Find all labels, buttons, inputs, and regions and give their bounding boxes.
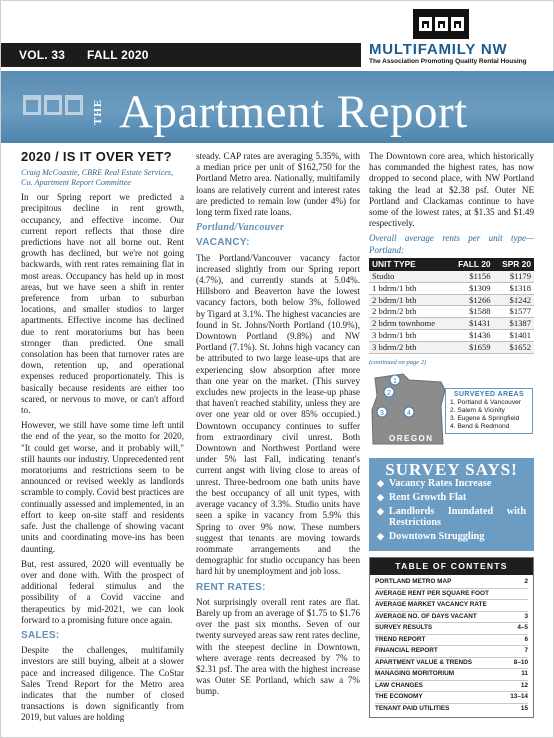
unit-type-cell: 3 bdrm/1 bth: [369, 330, 449, 342]
map-marker-label: 1: [393, 377, 397, 385]
rent-heading: RENT RATES:: [196, 581, 266, 593]
table-header: UNIT TYPE: [369, 258, 449, 271]
rent-cell: $1436: [449, 330, 494, 342]
brand-name: MULTIFAMILY NW: [369, 41, 508, 58]
unit-type-cell: 2 bdrm/1 bth: [369, 294, 449, 306]
rent-table: [369, 258, 534, 354]
survey-title: SURVEY SAYS!: [385, 459, 518, 479]
toc-item[interactable]: [375, 612, 528, 624]
toc-item-label: SURVEY RESULTS: [375, 624, 433, 632]
toc-item-page: 6: [524, 635, 528, 643]
article-title: 2020 / IS IT OVER YET?: [21, 149, 172, 164]
map-marker-label: 4: [407, 409, 411, 417]
rent-cell: $1266: [449, 294, 494, 306]
toc-item-page: 15: [520, 704, 528, 712]
toc-item[interactable]: [375, 669, 528, 681]
bullet-icon: ◆: [377, 492, 384, 503]
toc-item-label: THE ECONOMY: [375, 693, 423, 701]
survey-item: ◆ Vacancy Rates Increase: [377, 478, 492, 490]
paragraph: steady. CAP rates are averaging 5.35%, with a median price per unit of $162,750 for the Portland Metro area. Nationally, multifamily loans are relatively current and interest rates are predicted to remain low (under 4%) for long term fixed rate loans.: [196, 151, 360, 218]
toc-item[interactable]: [375, 635, 528, 647]
rent-cell: $1179: [494, 271, 534, 282]
rent-table-body: [369, 271, 534, 353]
table-row: [369, 341, 534, 353]
toc-item-label: MANAGING MORITORIUM: [375, 670, 455, 678]
unit-type-cell: Studio: [369, 271, 449, 282]
toc-item[interactable]: [375, 646, 528, 658]
map-state-label: OREGON: [389, 433, 434, 443]
toc-list: [370, 575, 533, 717]
rent-cell: $1309: [449, 282, 494, 294]
volume-label: VOL. 33: [19, 48, 66, 62]
buildings-icon: [23, 95, 83, 115]
unit-type-cell: 2 bdrm/2 bth: [369, 306, 449, 318]
toc-item-page: 8–10: [513, 658, 528, 666]
table-row: [369, 306, 534, 318]
table-of-contents: [369, 557, 534, 718]
rent-cell: $1401: [494, 330, 534, 342]
toc-item[interactable]: [375, 600, 528, 612]
continued-note: (continued on page 2): [369, 358, 427, 366]
region-heading: Portland/Vancouver: [196, 222, 285, 234]
article-byline: Craig McCoastie, CBRE Real Estate Services, Co. Apartment Report Committee: [21, 168, 174, 188]
map-marker-label: 2: [387, 389, 391, 397]
column-2: [196, 151, 360, 702]
table-header: FALL 20: [449, 258, 494, 271]
rent-cell: $1577: [494, 306, 534, 318]
column-1: [21, 151, 184, 728]
toc-item-label: AVERAGE MARKET VACANCY RATE: [375, 601, 487, 609]
toc-item-page: 7: [524, 647, 528, 655]
table-header: SPR 20: [494, 258, 534, 271]
toc-item-page: 12: [520, 681, 528, 689]
bullet-icon: ◆: [377, 506, 384, 517]
legend-item: 2. Salem & Vicinity: [450, 406, 505, 414]
survey-item: ◆ Downtown Struggling: [377, 531, 485, 543]
legend-item: 3. Eugene & Springfield: [450, 414, 520, 422]
survey-item: ◆ Landlords Inundated with Restrictions: [377, 506, 526, 529]
table-row: [369, 330, 534, 342]
map-marker-label: 3: [380, 409, 384, 417]
unit-type-cell: 2 bdrm townhome: [369, 318, 449, 330]
toc-item-label: LAW CHANGES: [375, 681, 423, 689]
legend-title: SURVEYED AREAS: [453, 390, 525, 398]
map-legend: [445, 388, 533, 434]
unit-type-cell: 1 bdrm/1 bth: [369, 282, 449, 294]
rent-cell: $1431: [449, 318, 494, 330]
toc-item[interactable]: [375, 589, 528, 601]
toc-item-page: 3: [524, 612, 528, 620]
toc-title: TABLE OF CONTENTS: [370, 558, 533, 575]
multifamily-logo-icon: [413, 9, 469, 39]
table-row: [369, 294, 534, 306]
paragraph: In our Spring report we predicted a precipitous decline in rent growth, occupancy, and effective income. Our current report reflects that those dire predictions have not all borne out. Rent growth has declined, but we're not going backwards, with rent rates remaining flat in most areas. Occupancy has held up in most areas, but we have seen a shift in renter preference from urban to suburban locations, and smaller studios to larger apartments. Effective income has declined due to rent moratoriums but has been stronger than predicted. One small consolation has been that turnover rates are down, retention up, and operational expenses reduced proportionately. This is basically because residents are either too scared, or nervous to move, or can't afford to.: [21, 192, 184, 416]
season-label: FALL 2020: [87, 48, 149, 62]
toc-item-label: TENANT PAID UTILITIES: [375, 704, 450, 712]
oregon-map: [369, 370, 534, 452]
rent-table-caption: Overall average rents per unit type—Portland:: [369, 233, 534, 255]
toc-item[interactable]: [375, 623, 528, 635]
bullet-icon: ◆: [377, 478, 384, 489]
toc-item[interactable]: [375, 681, 528, 693]
toc-item-page: 4–5: [517, 624, 528, 632]
toc-item-page: 11: [521, 670, 528, 678]
brand-tagline: The Association Promoting Quality Rental Housing: [369, 58, 527, 65]
legend-item: 4. Bend & Redmond: [450, 422, 510, 430]
survey-item: ◆ Rent Growth Flat: [377, 492, 467, 504]
toc-item-label: AVERAGE RENT PER SQUARE FOOT: [375, 589, 489, 597]
toc-item[interactable]: [375, 577, 528, 589]
paragraph: The Portland/Vancouver vacancy factor increased slightly from our Spring report (4.7%), and currently stands at 5.04%. Hillsboro and Beaverton have the lowest vacancy factors, both below 3%, followed by Tigard at 3.1%. The highest vacancies are found in St. Johns/North Portland (10.9%), Downtown Portland (9.8%) and NW Portland (7.1%). St. Johns high vacancy can be attributed to two large lease-ups that are experiencing slow absorption after more than one year on the market. (This survey excludes new projects in the lease-up phase that haven't reached stability, unless they are over one year old or over 85% occupied.) Downtown occupancy continues to suffer from extraordinary civil unrest. Both Downtown and Northwest Portland were under 5% last Fall, indicating tenant's current angst with living close to areas of unrest. Three-bedroom one bath units have the best occupancy of all unit types, with average vacancy of 3.3%. Studio units have seen a spike in vacancy from 5.9% this Spring to over 9% now. These numbers suggest that tenants are moving towards roommate arrangements and the demographic for studio occupancy has been hard hit by unemployment and job loss.: [196, 252, 360, 577]
vacancy-heading: VACANCY:: [196, 237, 250, 249]
legend-item: 1. Portland & Vancouver: [450, 398, 521, 406]
toc-item[interactable]: [375, 692, 528, 704]
rent-cell: $1242: [494, 294, 534, 306]
toc-item[interactable]: [375, 704, 528, 715]
toc-item-label: AVERAGE NO. OF DAYS VACANT: [375, 612, 477, 620]
table-row: [369, 318, 534, 330]
rent-cell: $1652: [494, 341, 534, 353]
rent-cell: $1588: [449, 306, 494, 318]
toc-item-label: PORTLAND METRO MAP: [375, 578, 452, 586]
column-3: [369, 151, 534, 718]
paragraph: Not surprisingly overall rent rates are flat. Barely up from an average of $1.75 to $1.76 over the past six months. Seven of our twenty surveyed areas saw rent rates decline, with the steepest decline in Downtown, where average rents decreased by 7% to $2.31 psf. The area with the highest increase was Outer SE Portland, which saw a 7% bump.: [196, 596, 360, 697]
paragraph: The Downtown core area, which historically has commanded the highest rates, has now dropped to second place, with NW Portland taking the lead at $2.38 psf. Outer NE Portland and Clackamas continue to have some of the lowest rates, at $1.35 and $1.49 respectively.: [369, 151, 534, 229]
paragraph: But, rest assured, 2020 will eventually be over and done with. With the prospect of additional federal stimulus and the possibility of a Covid vaccine and therapeutics by mid-2021, we can look forward to a promising future once again.: [21, 558, 184, 625]
rent-cell: $1318: [494, 282, 534, 294]
rent-cell: $1387: [494, 318, 534, 330]
toc-item[interactable]: [375, 658, 528, 670]
sales-heading: SALES:: [21, 629, 60, 641]
survey-says-box: [369, 458, 534, 551]
paragraph: Despite the challenges, multifamily investors are still buying, albeit at a slower pace and increased diligence. The CoStar Sales Trend Report for the Metro area indicates that the number of closed transactions is down significantly from 2019, but values are holding: [21, 645, 184, 723]
toc-item-label: FINANCIAL REPORT: [375, 647, 438, 655]
banner-the: THE: [92, 98, 104, 125]
table-row: [369, 271, 534, 282]
toc-item-page: 2: [524, 578, 528, 586]
title-banner: [1, 71, 554, 143]
rent-cell: $1156: [449, 271, 494, 282]
toc-item-page: 13–14: [510, 693, 528, 701]
unit-type-cell: 3 bdrm/2 bth: [369, 341, 449, 353]
bullet-icon: ◆: [377, 531, 384, 542]
toc-item-label: APARTMENT VALUE & TRENDS: [375, 658, 473, 666]
table-row: [369, 282, 534, 294]
rent-cell: $1659: [449, 341, 494, 353]
issue-bar: [1, 43, 361, 67]
paragraph: However, we still have some time left until the end of the year, so the motto for 2020, "It could get worse, and it probably will," still haunts our industry. Unprecedented rent moratoriums and restrictions seem to be announced or revised weekly as landlords scramble to comply. Covid best practices are continually assessed and implemented, in an effort to keep on-site staff and residents safe. Just the challenge of showing vacant units and coordinating move-ins has been daunting.: [21, 420, 184, 554]
toc-item-label: TREND REPORT: [375, 635, 426, 643]
banner-title: Apartment Report: [119, 86, 468, 138]
